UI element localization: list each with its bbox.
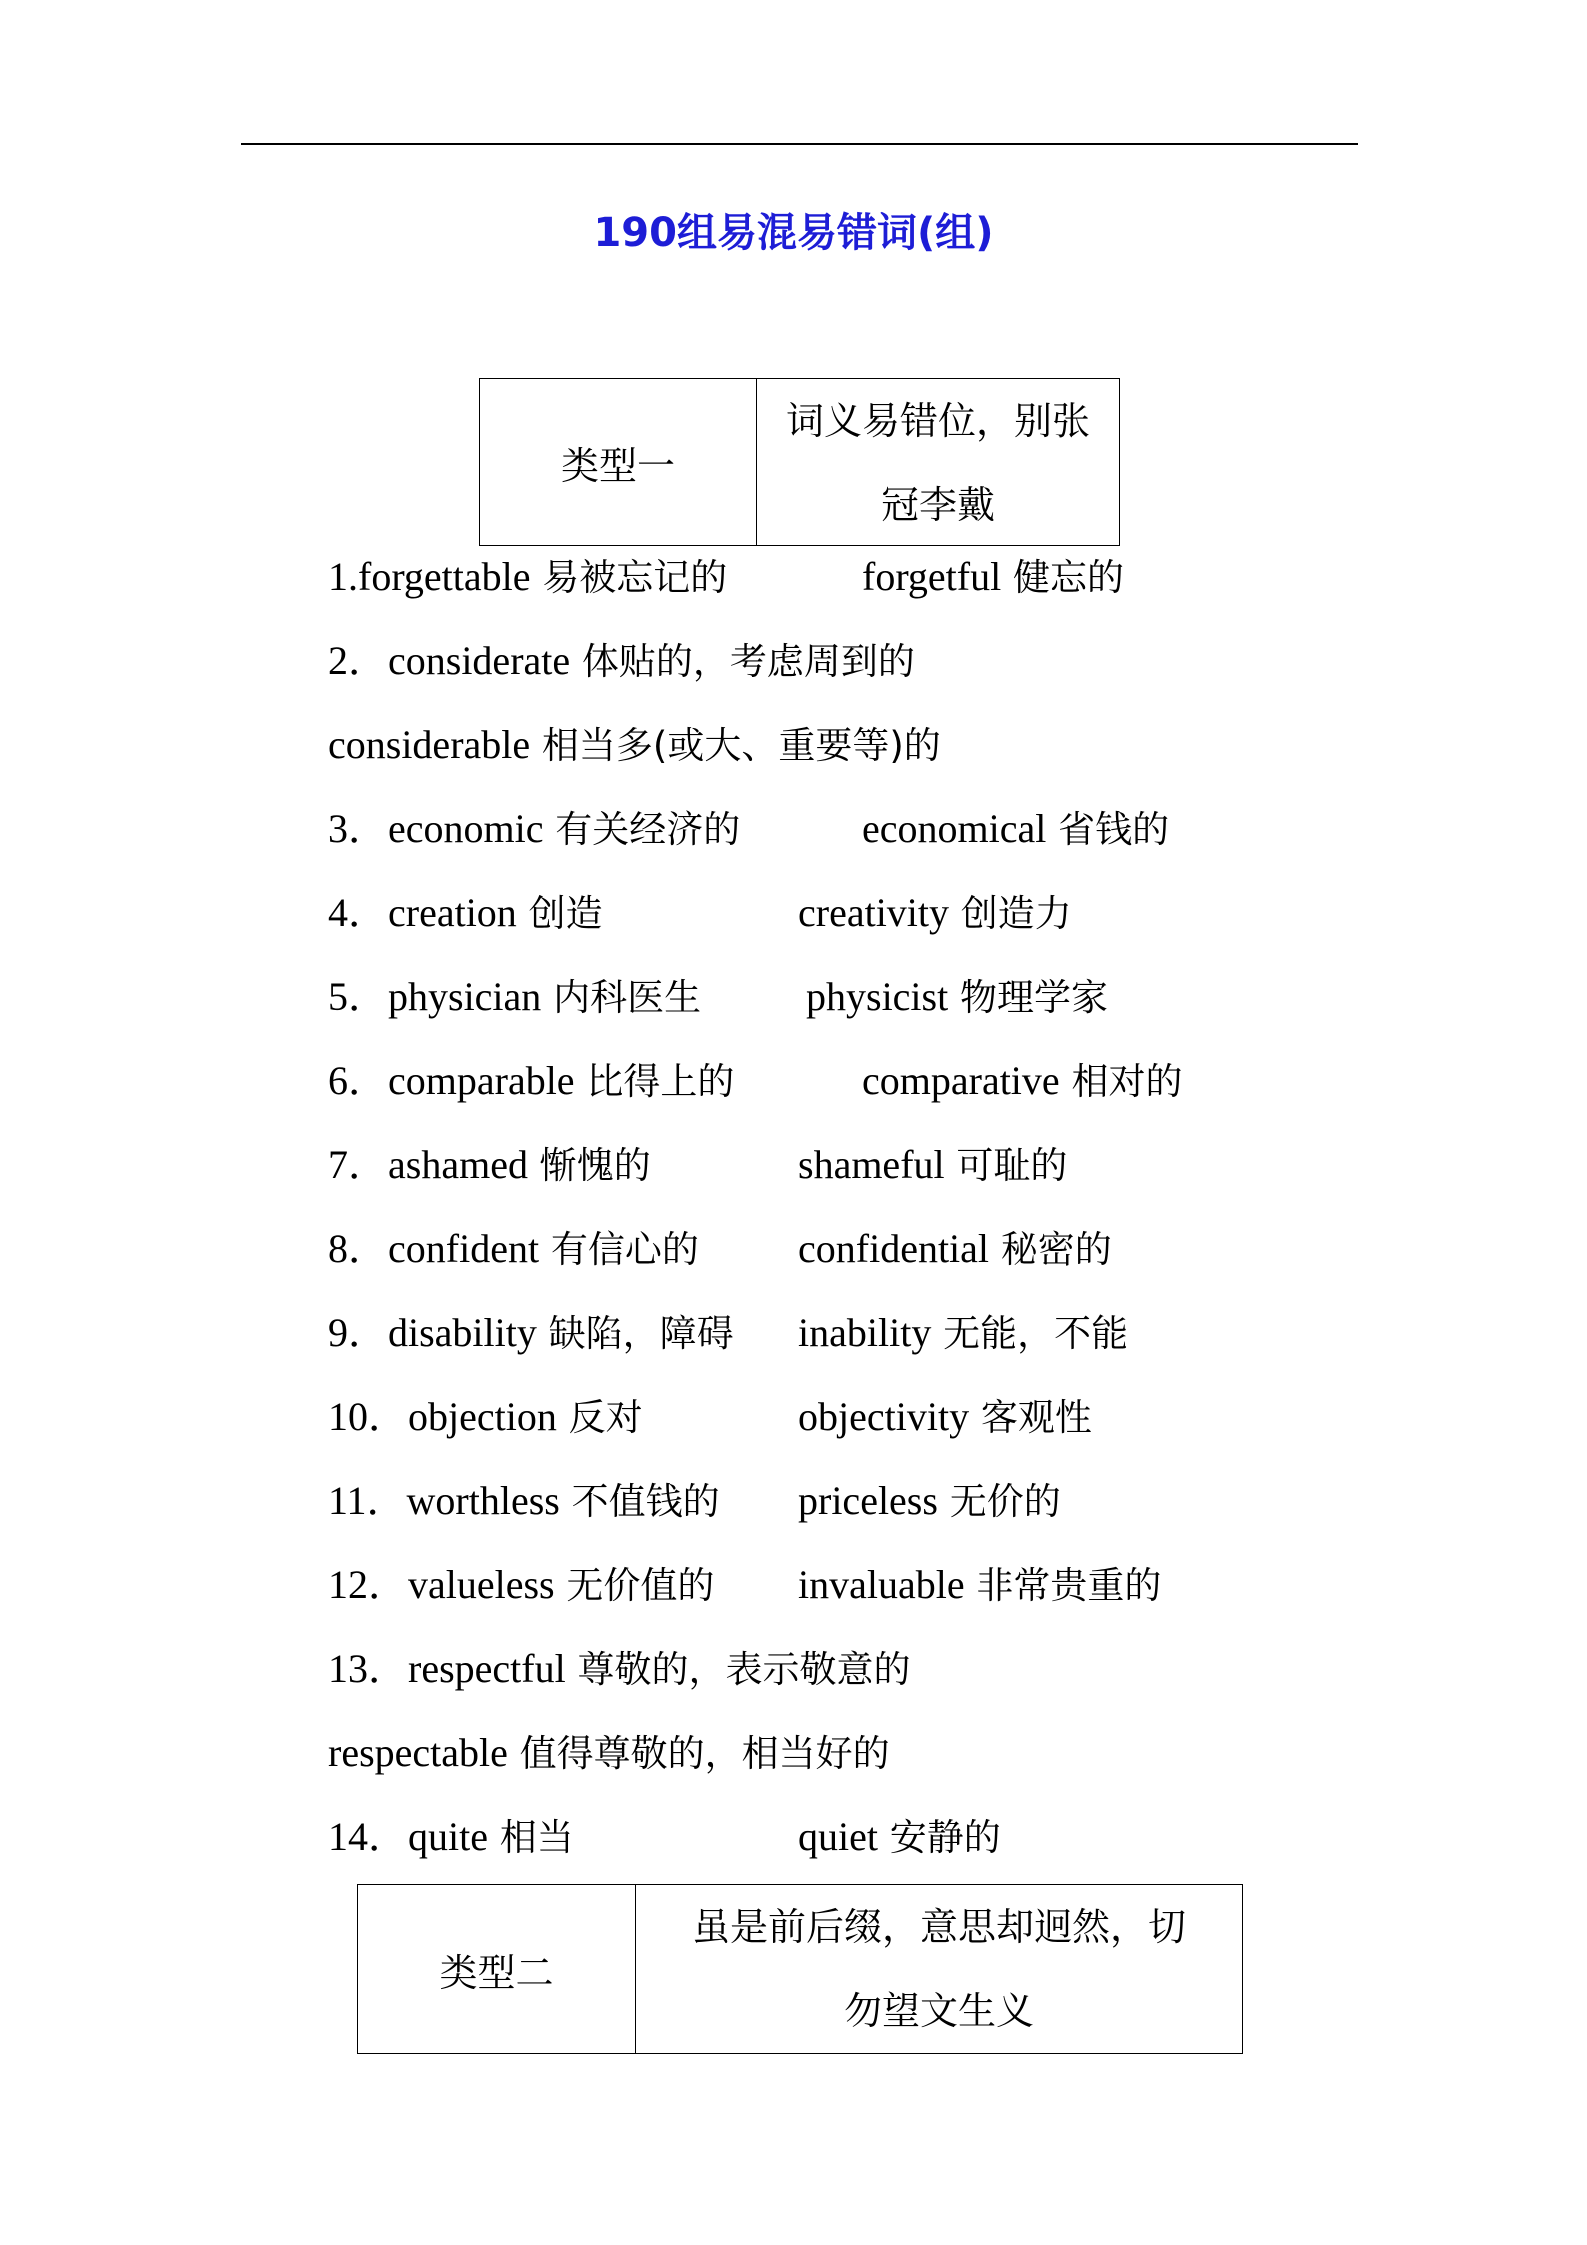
english-word: comparative: [862, 1058, 1060, 1103]
entry-number: 4．: [328, 890, 388, 935]
type-description: [757, 379, 1119, 545]
entry-right: [798, 1459, 1061, 1544]
entry-number: 5．: [328, 974, 388, 1019]
english-word: worthless: [406, 1478, 560, 1523]
chinese-meaning: 创造力: [949, 892, 1072, 935]
chinese-meaning: 体贴的，考虑周到的: [570, 640, 915, 683]
english-word: creativity: [798, 890, 950, 935]
entry-right: [862, 1039, 1182, 1124]
english-word: confidential: [798, 1226, 990, 1271]
type-one-box: [479, 378, 1120, 546]
chinese-meaning: 创造: [516, 892, 603, 935]
chinese-meaning: 安静的: [877, 1816, 1001, 1859]
entry-right: [798, 1543, 1161, 1628]
english-word: shameful: [798, 1142, 945, 1187]
entry-left: [328, 871, 603, 956]
english-word: creation: [388, 890, 517, 935]
chinese-meaning: 缺陷，障碍: [536, 1312, 734, 1355]
english-word: priceless: [798, 1478, 938, 1523]
entry-left: [328, 1627, 910, 1712]
type-description: [636, 1885, 1242, 2053]
entry-number: 14．: [328, 1814, 408, 1859]
chinese-meaning: 省钱的: [1046, 808, 1170, 851]
chinese-meaning: 秘密的: [989, 1228, 1112, 1271]
chinese-meaning: 有关经济的: [543, 808, 741, 851]
entry-left: [328, 703, 941, 788]
entry-right: [798, 871, 1072, 956]
english-word: quite: [408, 1814, 488, 1859]
chinese-meaning: 值得尊敬的，相当好的: [507, 1732, 890, 1775]
entry-left: [328, 619, 915, 704]
type-label: 类型一: [480, 379, 757, 545]
entry-number: 1.: [328, 554, 358, 599]
entry-right: [798, 1123, 1067, 1208]
english-word: physicist: [806, 974, 949, 1019]
english-word: respectful: [408, 1646, 566, 1691]
entry-number: 3．: [328, 806, 388, 851]
chinese-meaning: 相当: [487, 1816, 574, 1859]
chinese-meaning: 非常贵重的: [964, 1564, 1162, 1607]
english-word: inability: [798, 1310, 932, 1355]
type-two-box: [357, 1884, 1243, 2054]
chinese-meaning: 相当多(或大、重要等)的: [530, 724, 941, 767]
type-description-line: 冠李戴: [880, 483, 995, 527]
entry-number: 8．: [328, 1226, 388, 1271]
entry-number: 10．: [328, 1394, 408, 1439]
english-word: objectivity: [798, 1394, 970, 1439]
entry-left: [328, 1039, 734, 1124]
entry-number: 13．: [328, 1646, 408, 1691]
english-word: ashamed: [388, 1142, 528, 1187]
english-word: economic: [388, 806, 544, 851]
chinese-meaning: 客观性: [969, 1396, 1092, 1439]
english-word: valueless: [408, 1562, 555, 1607]
english-word: quiet: [798, 1814, 878, 1859]
entry-right: [806, 955, 1108, 1040]
entry-right: [862, 535, 1124, 620]
chinese-meaning: 易被忘记的: [530, 556, 728, 599]
chinese-meaning: 比得上的: [574, 1060, 735, 1103]
english-word: confident: [388, 1226, 540, 1271]
english-word: forgettable: [358, 554, 531, 599]
entry-left: [328, 1375, 643, 1460]
entry-left: [328, 787, 740, 872]
english-word: comparable: [388, 1058, 575, 1103]
type-label: 类型二: [358, 1885, 636, 2053]
type-description-line: 词义易错位，别张: [785, 399, 1090, 443]
entry-left: [328, 535, 727, 620]
entry-left: [328, 1543, 714, 1628]
type-description-line: 虽是前后缀，意思却迥然，切: [691, 1905, 1186, 1949]
entry-right: [798, 1207, 1112, 1292]
entry-number: 2．: [328, 638, 388, 683]
entry-number: 7．: [328, 1142, 388, 1187]
english-word: respectable: [328, 1730, 508, 1775]
header-rule: [241, 143, 1358, 145]
chinese-meaning: 反对: [556, 1396, 643, 1439]
type-description-line: 勿望文生义: [843, 1989, 1034, 2033]
entry-left: [328, 955, 701, 1040]
entry-left: [328, 1459, 720, 1544]
chinese-meaning: 有信心的: [539, 1228, 699, 1271]
english-word: objection: [408, 1394, 557, 1439]
entry-right: [862, 787, 1169, 872]
chinese-meaning: 健忘的: [1001, 556, 1124, 599]
entry-right: [798, 1795, 1001, 1880]
english-word: disability: [388, 1310, 537, 1355]
chinese-meaning: 惭愧的: [527, 1144, 651, 1187]
entry-left: [328, 1711, 890, 1796]
chinese-meaning: 不值钱的: [559, 1480, 720, 1523]
english-word: economical: [862, 806, 1047, 851]
entry-left: [328, 1795, 574, 1880]
english-word: considerable: [328, 722, 531, 767]
chinese-meaning: 无能，不能: [931, 1312, 1129, 1355]
english-word: physician: [388, 974, 542, 1019]
entry-right: [798, 1375, 1092, 1460]
entry-left: [328, 1123, 651, 1208]
entry-right: [798, 1291, 1128, 1376]
entry-number: 6．: [328, 1058, 388, 1103]
chinese-meaning: 无价的: [937, 1480, 1061, 1523]
entry-number: 12．: [328, 1562, 408, 1607]
entry-left: [328, 1207, 699, 1292]
entry-left: [328, 1291, 734, 1376]
entry-number: 11．: [328, 1478, 407, 1523]
chinese-meaning: 相对的: [1059, 1060, 1183, 1103]
chinese-meaning: 尊敬的，表示敬意的: [565, 1648, 911, 1691]
chinese-meaning: 可耻的: [944, 1144, 1068, 1187]
english-word: invaluable: [798, 1562, 965, 1607]
document-title: 190组易混易错词(组): [593, 210, 994, 256]
chinese-meaning: 物理学家: [948, 976, 1108, 1019]
chinese-meaning: 无价值的: [554, 1564, 715, 1607]
chinese-meaning: 内科医生: [541, 976, 702, 1019]
entry-number: 9．: [328, 1310, 388, 1355]
english-word: forgetful: [862, 554, 1002, 599]
english-word: considerate: [388, 638, 571, 683]
